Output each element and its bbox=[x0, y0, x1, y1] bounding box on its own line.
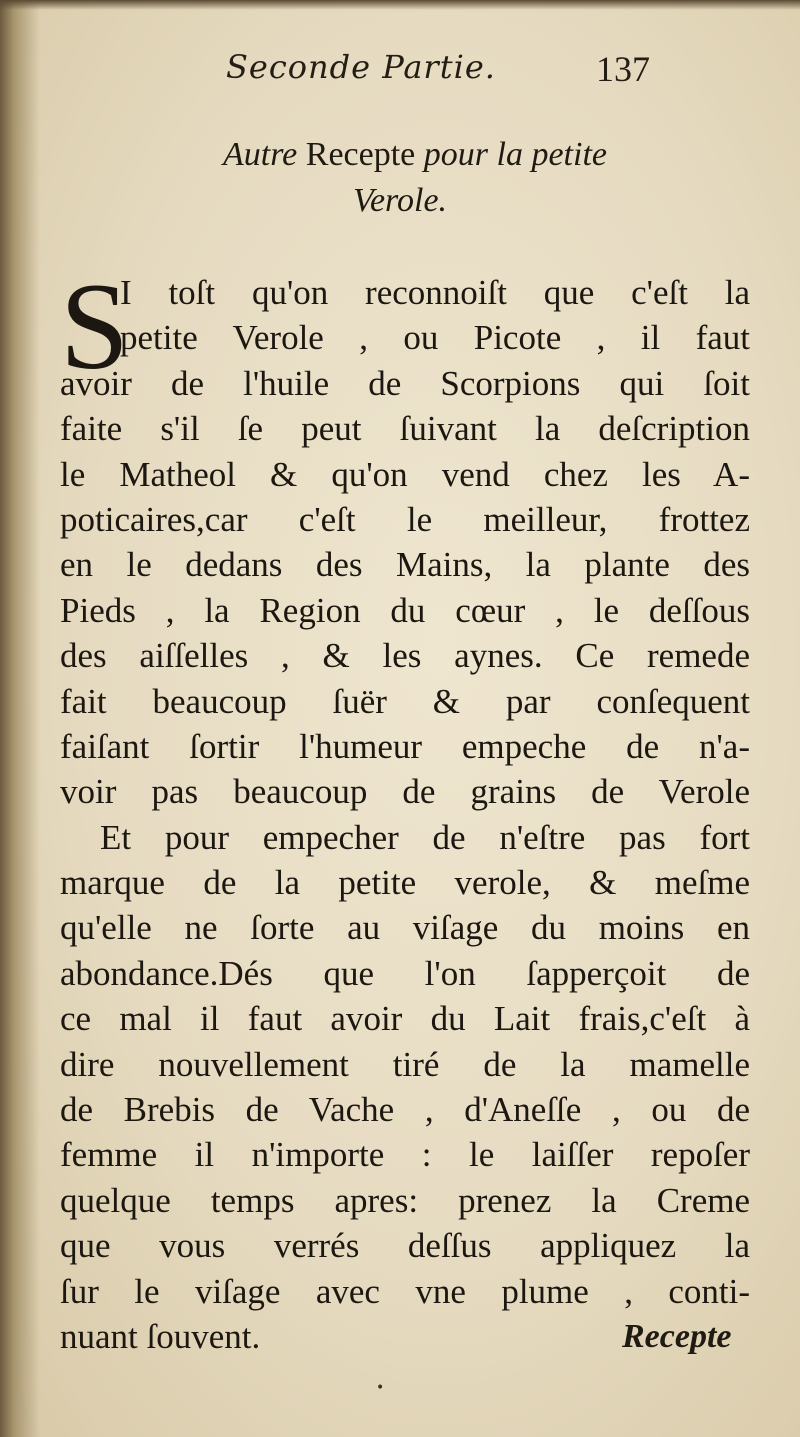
text-line: des aiſſelles , & les aynes. Ce remede bbox=[60, 636, 750, 676]
drop-cap: S bbox=[60, 258, 129, 395]
text-line: fait beaucoup ſuër & par conſequent bbox=[60, 681, 750, 721]
text-line: ſur le viſage avec vne plume , conti- bbox=[60, 1271, 750, 1311]
text-line: que vous verrés deſſus appliquez la bbox=[60, 1226, 750, 1266]
heading-word-verole: Verole. bbox=[352, 182, 448, 219]
text-line: en le dedans des Mains, la plante des bbox=[60, 545, 750, 585]
running-title: Seconde Partie. bbox=[226, 48, 496, 86]
heading-word-autre: Autre bbox=[223, 136, 298, 173]
text-line: faiſant ſortir l'humeur empeche de n'a- bbox=[60, 726, 750, 766]
text-line: I toſt qu'on reconnoiſt que c'eſt la bbox=[120, 273, 750, 312]
text-line: quelque temps apres: prenez la Creme bbox=[60, 1180, 750, 1220]
text-line: abondance.Dés que l'on ſapperçoit de bbox=[60, 953, 750, 993]
text-line: qu'elle ne ſorte au viſage du moins en bbox=[60, 908, 750, 948]
text-line: de Brebis de Vache , d'Aneſſe , ou de bbox=[60, 1090, 750, 1130]
text-line: Et pour empecher de n'eſtre pas fort bbox=[100, 817, 750, 857]
heading-line-2 bbox=[0, 178, 800, 224]
body-text bbox=[60, 258, 750, 1359]
text-line: avoir de l'huile de Scorpions qui ſoit bbox=[60, 363, 750, 403]
text-line: poticaires,car c'eſt le meilleur, frottez bbox=[60, 499, 750, 539]
text-line: dire nouvellement tiré de la mamelle bbox=[60, 1044, 750, 1084]
text-line: voir pas beaucoup de grains de Verole bbox=[60, 772, 750, 812]
text-line: petite Verole , ou Picote , il faut bbox=[120, 318, 750, 358]
text-line: ce mal il faut avoir du Lait frais,c'eſt à bbox=[60, 999, 750, 1039]
text-line: marque de la petite verole, & meſme bbox=[60, 863, 750, 903]
catchword: Recepte bbox=[622, 1318, 732, 1355]
text-line: femme il n'importe : le laiſſer repoſer bbox=[60, 1135, 750, 1175]
section-heading bbox=[0, 132, 800, 224]
text-line: Pieds , la Region du cœur , le deſſous bbox=[60, 590, 750, 630]
running-head bbox=[0, 48, 800, 98]
text-line: le Matheol & qu'on vend chez les A- bbox=[60, 454, 750, 494]
text-line: nuant ſouvent. bbox=[60, 1316, 261, 1356]
heading-words-pour-la-petite: pour la petite bbox=[423, 136, 607, 173]
heading-line-1 bbox=[0, 132, 800, 178]
page-number: 137 bbox=[596, 49, 650, 89]
heading-word-recepte: Recepte bbox=[305, 136, 416, 173]
text-line: faite s'il ſe peut ſuivant la deſcription bbox=[60, 409, 750, 449]
page-top-edge bbox=[0, 0, 800, 10]
paper-speck: • bbox=[376, 1380, 385, 1396]
